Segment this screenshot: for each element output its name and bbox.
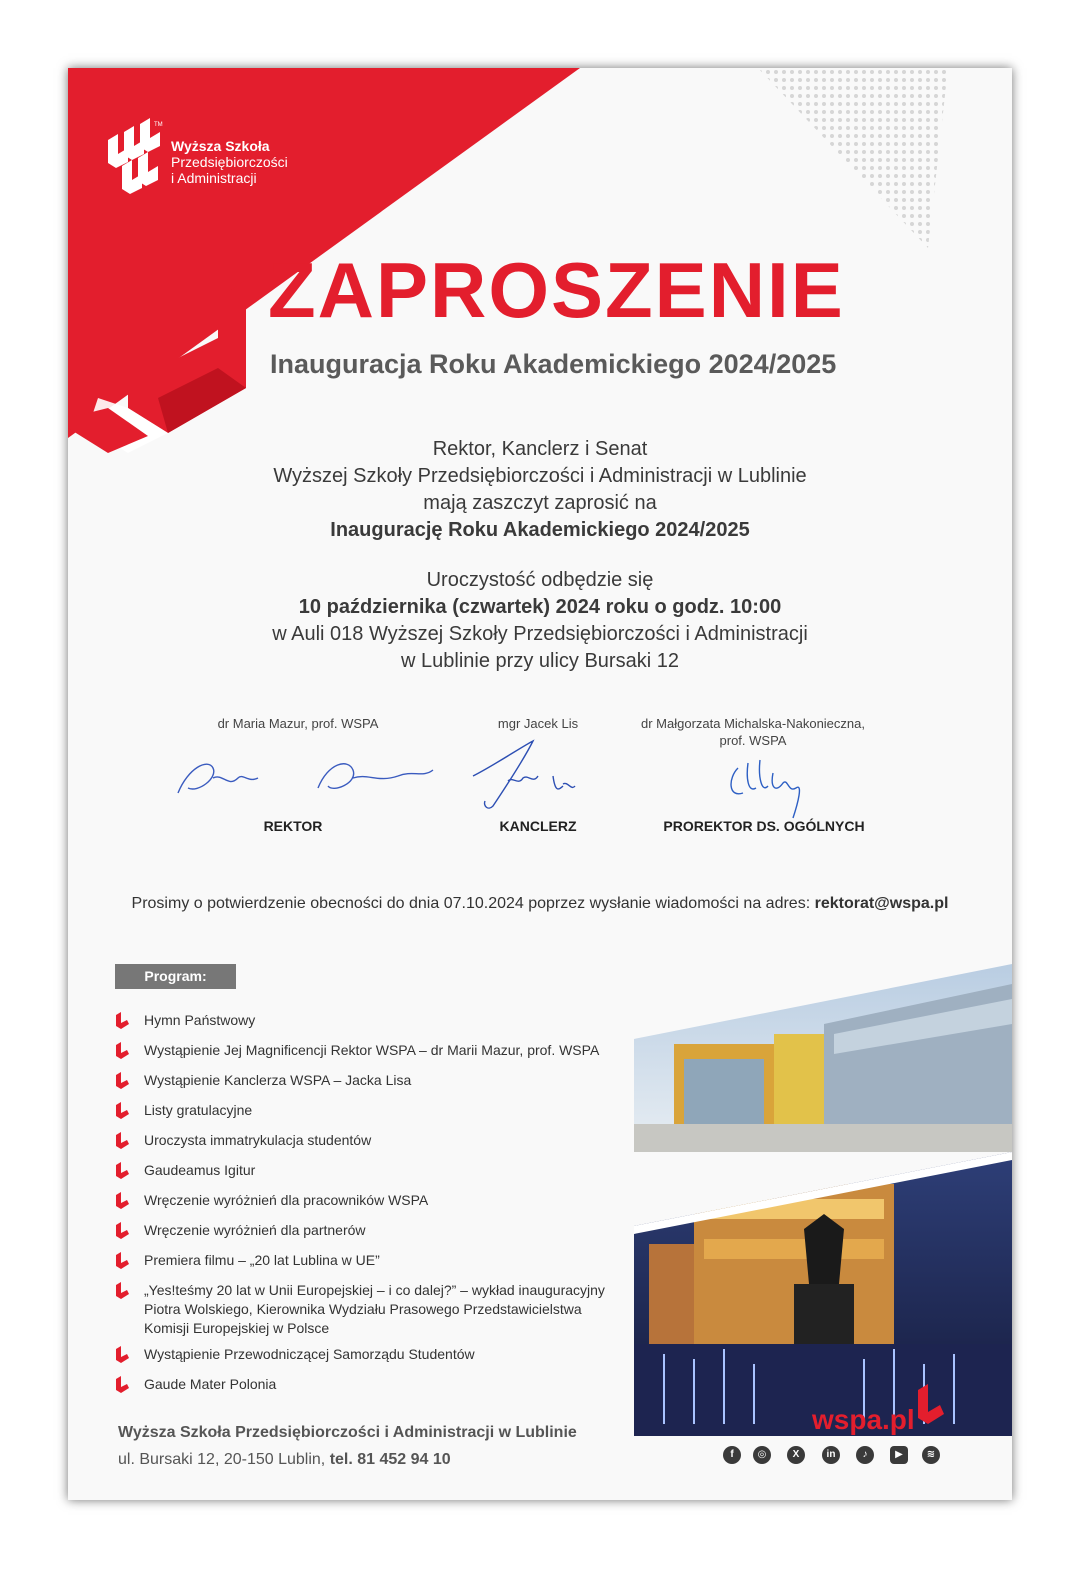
program-item-text: Hymn Państwowy bbox=[144, 1012, 256, 1028]
role-rektor: REKTOR bbox=[263, 818, 323, 834]
event-line-4: w Lublinie przy ulicy Bursaki 12 bbox=[401, 650, 679, 672]
signature-rektor bbox=[168, 748, 448, 808]
wspa-logo-icon bbox=[104, 118, 164, 196]
event-block bbox=[68, 567, 1012, 675]
rsvp-text: Prosimy o potwierdzenie obecności do dnia 07.10.2024 poprzez wysłanie wiadomości na adres: bbox=[131, 895, 815, 912]
rsvp-email[interactable]: rektorat@wspa.pl bbox=[814, 895, 949, 912]
event-line-2: 10 października (czwartek) 2024 roku o godz. 10:00 bbox=[298, 596, 782, 618]
footer-address-text: ul. Bursaki 12, 20-150 Lublin, bbox=[118, 1451, 330, 1468]
bullet-icon bbox=[114, 1282, 131, 1300]
spotify-icon[interactable]: ≋ bbox=[922, 1446, 940, 1464]
role-prorektor: PROREKTOR DS. OGÓLNYCH bbox=[663, 818, 865, 834]
signature-kanclerz bbox=[463, 736, 583, 816]
program-item-text: Listy gratulacyjne bbox=[144, 1102, 253, 1118]
tiktok-icon[interactable]: ♪ bbox=[856, 1446, 874, 1464]
signature-prorektor bbox=[718, 748, 828, 828]
bullet-icon bbox=[114, 1072, 131, 1090]
brand-logo-icon bbox=[914, 1384, 948, 1432]
program-item-text: Gaude Mater Polonia bbox=[144, 1376, 277, 1392]
facebook-icon[interactable]: f bbox=[723, 1446, 741, 1464]
youtube-icon[interactable]: ▶ bbox=[890, 1446, 908, 1464]
bullet-icon bbox=[114, 1252, 131, 1270]
invitation-block bbox=[68, 436, 1012, 544]
rsvp-notice bbox=[68, 895, 1012, 913]
invitation-line-1: Rektor, Kanclerz i Senat bbox=[432, 438, 648, 460]
logo-line-2: Przedsiębiorczości bbox=[171, 154, 288, 170]
program-item-text: Wręczenie wyróżnień dla pracowników WSPA bbox=[144, 1192, 429, 1208]
city-photos bbox=[634, 964, 1012, 1436]
program-item-text: Gaudeamus Igitur bbox=[144, 1162, 256, 1178]
logo-line-3: i Administracji bbox=[171, 170, 257, 186]
bullet-icon bbox=[114, 1376, 131, 1394]
program-item-text: Uroczysta immatrykulacja studentów bbox=[144, 1132, 372, 1148]
bullet-icon bbox=[114, 1162, 131, 1180]
event-line-3: w Auli 018 Wyższej Szkoły Przedsiębiorczości i Administracji bbox=[272, 623, 808, 645]
bullet-icon bbox=[114, 1042, 131, 1060]
signatory-name-rektor: dr Maria Mazur, prof. WSPA bbox=[217, 716, 379, 731]
signatory-name-prorektor bbox=[603, 715, 903, 749]
signatory-name-kanclerz: mgr Jacek Lis bbox=[497, 716, 579, 731]
logo-text bbox=[171, 138, 288, 186]
program-item-text: Wystąpienie Przewodniczącej Samorządu Studentów bbox=[144, 1346, 475, 1362]
instagram-icon[interactable]: ◎ bbox=[753, 1446, 771, 1464]
footer-phone: tel. 81 452 94 10 bbox=[329, 1451, 451, 1468]
program-item-text: Wystąpienie Kanclerza WSPA – Jacka Lisa bbox=[144, 1072, 412, 1088]
x-icon[interactable]: X bbox=[787, 1446, 805, 1464]
brand-link[interactable]: wspa.pl bbox=[812, 1404, 915, 1435]
linkedin-icon[interactable]: in bbox=[822, 1446, 840, 1464]
invitation-card bbox=[68, 68, 1012, 1500]
program-item-text: Wystąpienie Jej Magnificencji Rektor WSPA – dr Marii Mazur, prof. WSPA bbox=[144, 1042, 600, 1058]
program-item-text: „Yes!teśmy 20 lat w Unii Europejskiej – i co dalej?” – wykład inauguracyjny Piotra Wolskiego, Kierownika Wydziału Prasowego Przedstawicielstwa Komisji Europejskiej w Polsce bbox=[144, 1282, 605, 1336]
bullet-icon bbox=[114, 1222, 131, 1240]
bullet-icon bbox=[114, 1346, 131, 1364]
program-item-text: Premiera filmu – „20 lat Lublina w UE” bbox=[144, 1252, 380, 1268]
role-kanclerz: KANCLERZ bbox=[499, 818, 577, 834]
footer-address bbox=[118, 1451, 451, 1469]
invitation-line-4: Inaugurację Roku Akademickiego 2024/2025 bbox=[330, 519, 750, 541]
footer-school-name: Wyższa Szkoła Przedsiębiorczości i Administracji w Lublinie bbox=[118, 1424, 577, 1441]
bullet-icon bbox=[114, 1012, 131, 1030]
bullet-icon bbox=[114, 1102, 131, 1120]
signatory-name-prorektor-line-2: prof. WSPA bbox=[719, 733, 787, 748]
program-label: Program: bbox=[115, 964, 236, 989]
page-subtitle: Inauguracja Roku Akademickiego 2024/2025 bbox=[270, 349, 837, 379]
svg-text:TM: TM bbox=[154, 122, 163, 128]
bullet-icon bbox=[114, 1132, 131, 1150]
signatory-name-prorektor-line-1: dr Małgorzata Michalska-Nakonieczna, bbox=[641, 716, 865, 731]
bullet-icon bbox=[114, 1192, 131, 1210]
invitation-line-2: Wyższej Szkoły Przedsiębiorczości i Administracji w Lublinie bbox=[273, 465, 807, 487]
invitation-line-3: mają zaszczyt zaprosić na bbox=[423, 492, 657, 514]
program-item-text: Wręczenie wyróżnień dla partnerów bbox=[144, 1222, 366, 1238]
logo-line-1: Wyższa Szkoła bbox=[171, 138, 270, 154]
page-title: ZAPROSZENIE bbox=[268, 246, 845, 334]
event-line-1: Uroczystość odbędzie się bbox=[426, 569, 654, 591]
